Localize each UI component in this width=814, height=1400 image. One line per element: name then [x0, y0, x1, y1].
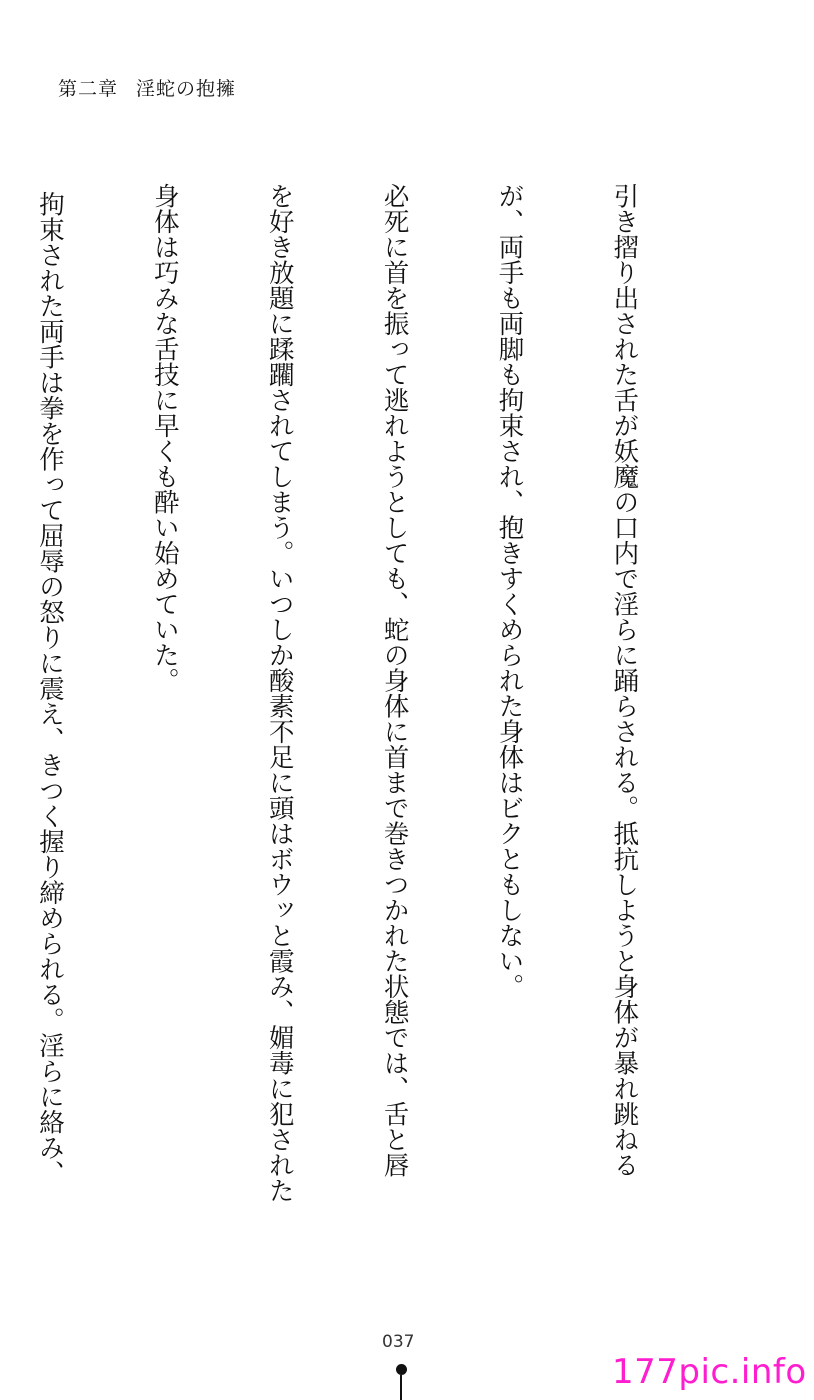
vertical-body-text: [34, 183, 720, 1263]
text-line: が、両手も両脚も拘束され、抱きすくめられた身体はビクともしない。: [494, 183, 525, 999]
running-header: [58, 74, 236, 101]
chapter-label: 第二章: [58, 78, 119, 100]
page-number: 037: [382, 1332, 415, 1352]
page-marker-dot: [396, 1364, 407, 1375]
text-line: 拘束された両手は拳を作って屈辱の怒りに震え、きつく握り締められる。淫らに絡み、: [34, 183, 65, 1186]
text-line: 引き摺り出された舌が妖魔の口内で淫らに踊らされる。抵抗しようと身体が暴れ跳ねる: [609, 183, 640, 1178]
text-line: を好き放題に蹂躙されてしまう。いつしか酸素不足に頭はボウッと霞み、媚毒に犯された: [264, 183, 295, 1203]
text-line: 必死に首を振って逃れようとしても、蛇の身体に首まで巻きつかれた状態では、舌と唇: [379, 183, 410, 1178]
chapter-title: 淫蛇の抱擁: [136, 78, 237, 100]
site-watermark: 177pic.info: [612, 1352, 807, 1392]
page-marker-stem: [400, 1375, 402, 1400]
text-line: 身体は巧みな舌技に早くも酔い始めていた。: [149, 183, 180, 693]
